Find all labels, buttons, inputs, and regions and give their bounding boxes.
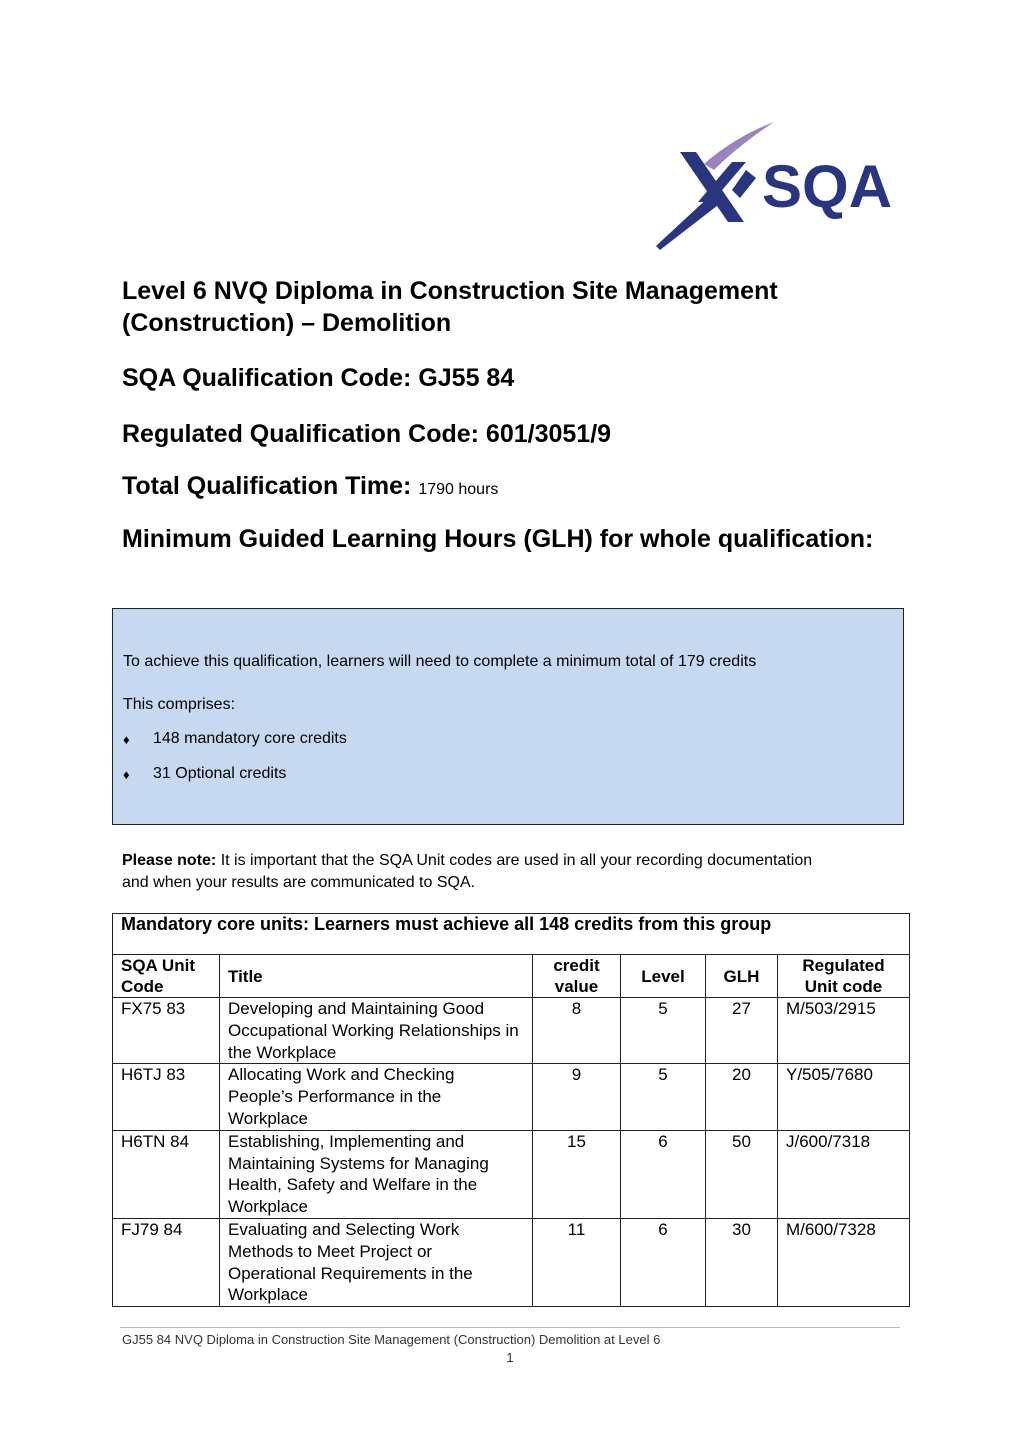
unit-title: Evaluating and Selecting Work Methods to Meet Project or Operational Requirements in the Workplace bbox=[220, 1218, 533, 1306]
bullet-text: 31 Optional credits bbox=[153, 765, 287, 782]
bullet-item bbox=[123, 765, 286, 783]
regulated-unit-code: Y/505/7680 bbox=[778, 1064, 910, 1130]
glh-heading: Minimum Guided Learning Hours (GLH) for whole qualification: bbox=[122, 525, 874, 553]
mandatory-units-table bbox=[112, 913, 910, 1307]
sqa-logo-text: SQA bbox=[762, 153, 893, 220]
unit-code: H6TJ 83 bbox=[113, 1064, 220, 1130]
note-text: It is important that the SQA Unit codes are used in all your recording documentation and when your results are communicated to SQA. bbox=[122, 852, 813, 891]
please-note bbox=[122, 850, 842, 894]
sqa-logo-graphic bbox=[652, 118, 904, 254]
unit-level: 5 bbox=[621, 1064, 706, 1130]
header-level: Level bbox=[621, 955, 706, 998]
tqt-label: Total Qualification Time: bbox=[122, 472, 412, 500]
credit-value: 15 bbox=[533, 1130, 621, 1218]
diamond-bullet-icon: ♦ bbox=[123, 766, 130, 782]
table-row bbox=[113, 1130, 910, 1218]
unit-level: 6 bbox=[621, 1130, 706, 1218]
table-header-row bbox=[113, 955, 910, 998]
note-label: Please note: bbox=[122, 852, 217, 869]
header-unit-code: SQA Unit Code bbox=[113, 955, 220, 998]
comprises-label: This comprises: bbox=[123, 696, 236, 713]
total-qualification-time bbox=[122, 470, 498, 506]
header-glh: GLH bbox=[706, 955, 778, 998]
regulated-unit-code: M/503/2915 bbox=[778, 998, 910, 1064]
group-heading: Mandatory core units: Learners must achieve all 148 credits from this group bbox=[113, 914, 910, 955]
sqa-qualification-code: SQA Qualification Code: GJ55 84 bbox=[122, 364, 515, 392]
header-title: Title bbox=[220, 955, 533, 998]
unit-glh: 27 bbox=[706, 998, 778, 1064]
table-row bbox=[113, 998, 910, 1064]
unit-glh: 20 bbox=[706, 1064, 778, 1130]
unit-glh: 30 bbox=[706, 1218, 778, 1306]
table-row bbox=[113, 1218, 910, 1306]
unit-code: FJ79 84 bbox=[113, 1218, 220, 1306]
credit-value: 9 bbox=[533, 1064, 621, 1130]
page-number: 1 bbox=[506, 1350, 514, 1365]
header-regulated-unit-code: Regulated Unit code bbox=[778, 955, 910, 998]
unit-title: Allocating Work and Checking People’s Performance in the Workplace bbox=[220, 1064, 533, 1130]
unit-level: 6 bbox=[621, 1218, 706, 1306]
header-credit-value: credit value bbox=[533, 955, 621, 998]
unit-title: Establishing, Implementing and Maintaining Systems for Managing Health, Safety and Welfare in the Workplace bbox=[220, 1130, 533, 1218]
credits-info-box bbox=[112, 608, 904, 825]
footer-divider bbox=[120, 1327, 900, 1328]
regulated-qualification-code: Regulated Qualification Code: 601/3051/9 bbox=[122, 420, 612, 448]
sqa-logo bbox=[652, 118, 904, 254]
credit-value: 8 bbox=[533, 998, 621, 1064]
unit-code: H6TN 84 bbox=[113, 1130, 220, 1218]
regulated-unit-code: J/600/7318 bbox=[778, 1130, 910, 1218]
bullet-item bbox=[123, 730, 347, 748]
regulated-unit-code: M/600/7328 bbox=[778, 1218, 910, 1306]
diamond-bullet-icon: ♦ bbox=[123, 731, 130, 747]
unit-title: Developing and Maintaining Good Occupational Working Relationships in the Workplace bbox=[220, 998, 533, 1064]
credit-value: 11 bbox=[533, 1218, 621, 1306]
qualification-title: Level 6 NVQ Diploma in Construction Site Management (Construction) – Demolition bbox=[122, 277, 778, 337]
page-footer: GJ55 84 NVQ Diploma in Construction Site Management (Construction) Demolition at Level 6 bbox=[122, 1332, 661, 1347]
credits-requirement-text: To achieve this qualification, learners will need to complete a minimum total of 179 credits bbox=[123, 653, 757, 670]
unit-glh: 50 bbox=[706, 1130, 778, 1218]
bullet-text: 148 mandatory core credits bbox=[153, 730, 347, 747]
table-row bbox=[113, 1064, 910, 1130]
unit-level: 5 bbox=[621, 998, 706, 1064]
group-heading-row bbox=[113, 914, 910, 955]
unit-code: FX75 83 bbox=[113, 998, 220, 1064]
tqt-value: 1790 hours bbox=[418, 481, 499, 498]
